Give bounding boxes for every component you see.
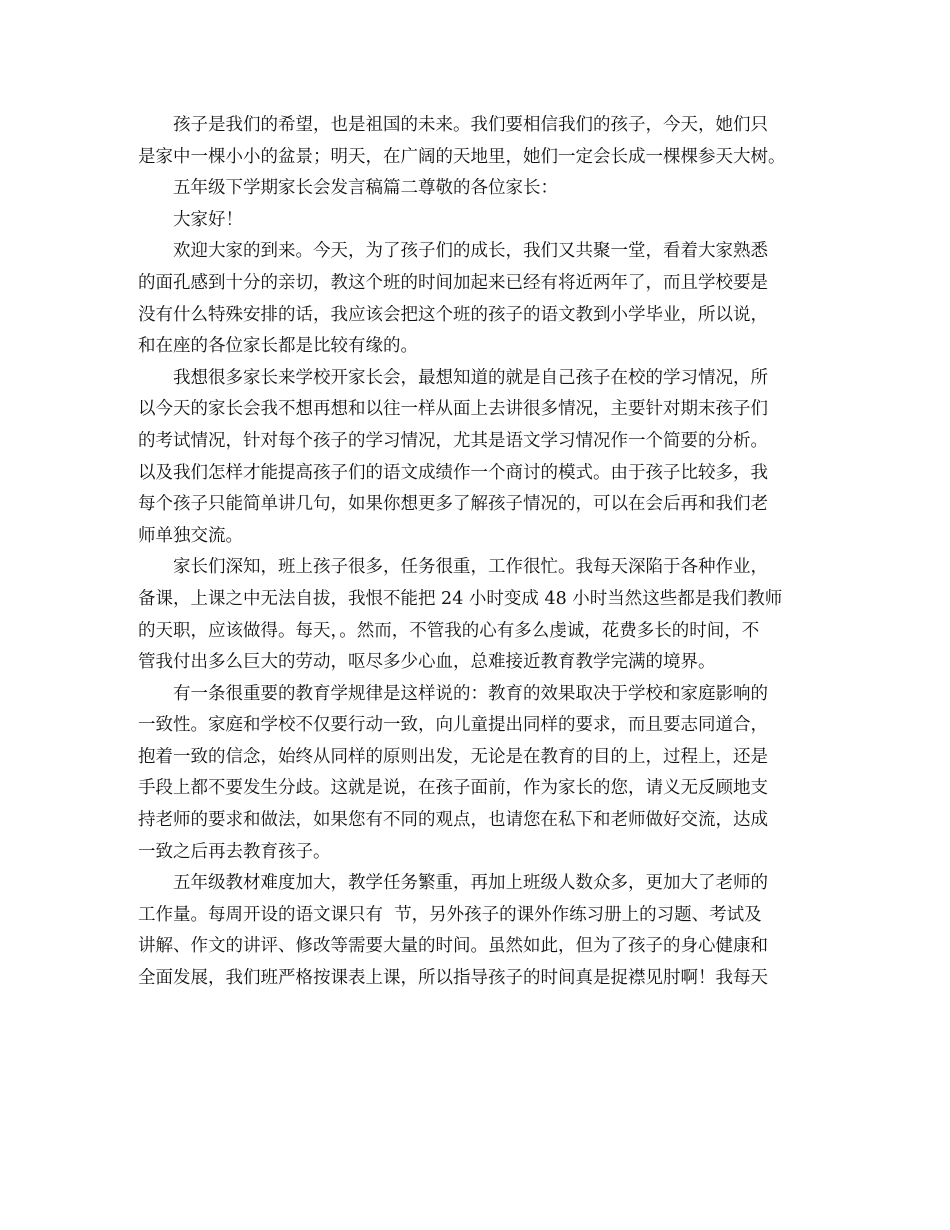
- paragraph-line: 管我付出多么巨大的劳动，呕尽多少心血，总难接近教育教学完满的境界。: [138, 652, 716, 673]
- paragraph-line: 五年级教材难度加大，教学任务繁重，再加上班级人数众多，更加大了老师的: [173, 873, 768, 894]
- paragraph-line: 师单独交流。: [138, 525, 243, 546]
- paragraph-line: 一致之后再去教育孩子。: [138, 841, 331, 862]
- paragraph-line: 家长们深知，班上孩子很多，任务很重，工作很忙。我每天深陷于各种作业，: [173, 557, 768, 578]
- paragraph-line: 我想很多家长来学校开家长会，最想知道的就是自己孩子在校的学习情况，所: [173, 367, 768, 388]
- paragraph-line: 讲解、作文的讲评、修改等需要大量的时间。虽然如此，但为了孩子的身心健康和: [138, 936, 768, 957]
- paragraph-line: 以今天的家长会我不想再想和以往一样从面上去讲很多情况，主要针对期末孩子们: [138, 399, 768, 420]
- paragraph-line: 有一条很重要的教育学规律是这样说的：教育的效果取决于学校和家庭影响的: [173, 683, 768, 704]
- paragraph-line: 备课，上课之中无法自拔，我恨不能把 24 小时变成 48 小时当然这些都是我们教师: [138, 588, 783, 609]
- paragraph-line: 的面孔感到十分的亲切，教这个班的时间加起来已经有将近两年了，而且学校要是: [138, 272, 768, 293]
- paragraph-line: 全面发展，我们班严格按课表上课，所以指导孩子的时间真是捉襟见肘啊！我每天: [138, 968, 768, 989]
- paragraph-line: 的考试情况，针对每个孩子的学习情况，尤其是语文学习情况作一个简要的分析。: [138, 430, 768, 451]
- paragraph-line: 欢迎大家的到来。今天，为了孩子们的成长，我们又共聚一堂，看着大家熟悉: [173, 241, 768, 262]
- paragraph-line: 一致性。家庭和学校不仅要行动一致，向儿童提出同样的要求，而且要志同道合，: [138, 715, 768, 736]
- greeting-line: 大家好！: [173, 209, 243, 230]
- document-body: [138, 110, 828, 995]
- section-heading-line: 五年级下学期家长会发言稿篇二尊敬的各位家长：: [173, 178, 558, 199]
- paragraph-line: 持老师的要求和做法，如果您有不同的观点，也请您在私下和老师做好交流，达成: [138, 810, 768, 831]
- paragraph-line: 以及我们怎样才能提高孩子们的语文成绩作一个商讨的模式。由于孩子比较多，我: [138, 462, 768, 483]
- paragraph-line: 是家中一棵小小的盆景；明天，在广阔的天地里，她们一定会长成一棵棵参天大树。: [138, 146, 786, 167]
- paragraph-line: 没有什么特殊安排的话，我应该会把这个班的孩子的语文教到小学毕业，所以说，: [138, 304, 768, 325]
- paragraph-line: 抱着一致的信念，始终从同样的原则出发，无论是在教育的目的上，过程上，还是: [138, 746, 768, 767]
- paragraph-line: 和在座的各位家长都是比较有缘的。: [138, 336, 418, 357]
- paragraph-line: 工作量。每周开设的语文课只有 节，另外孩子的课外作练习册上的习题、考试及: [138, 904, 762, 925]
- paragraph-line: 每个孩子只能简单讲几句，如果你想更多了解孩子情况的，可以在会后再和我们老: [138, 494, 768, 515]
- paragraph-line: 手段上都不要发生分歧。这就是说，在孩子面前，作为家长的您，请义无反顾地支: [138, 778, 768, 799]
- paragraph-line: 孩子是我们的希望，也是祖国的未来。我们要相信我们的孩子，今天，她们只: [173, 115, 768, 135]
- paragraph-line: 的天职，应该做得。每天，。然而，不管我的心有多么虔诚，花费多长的时间，不: [138, 620, 760, 641]
